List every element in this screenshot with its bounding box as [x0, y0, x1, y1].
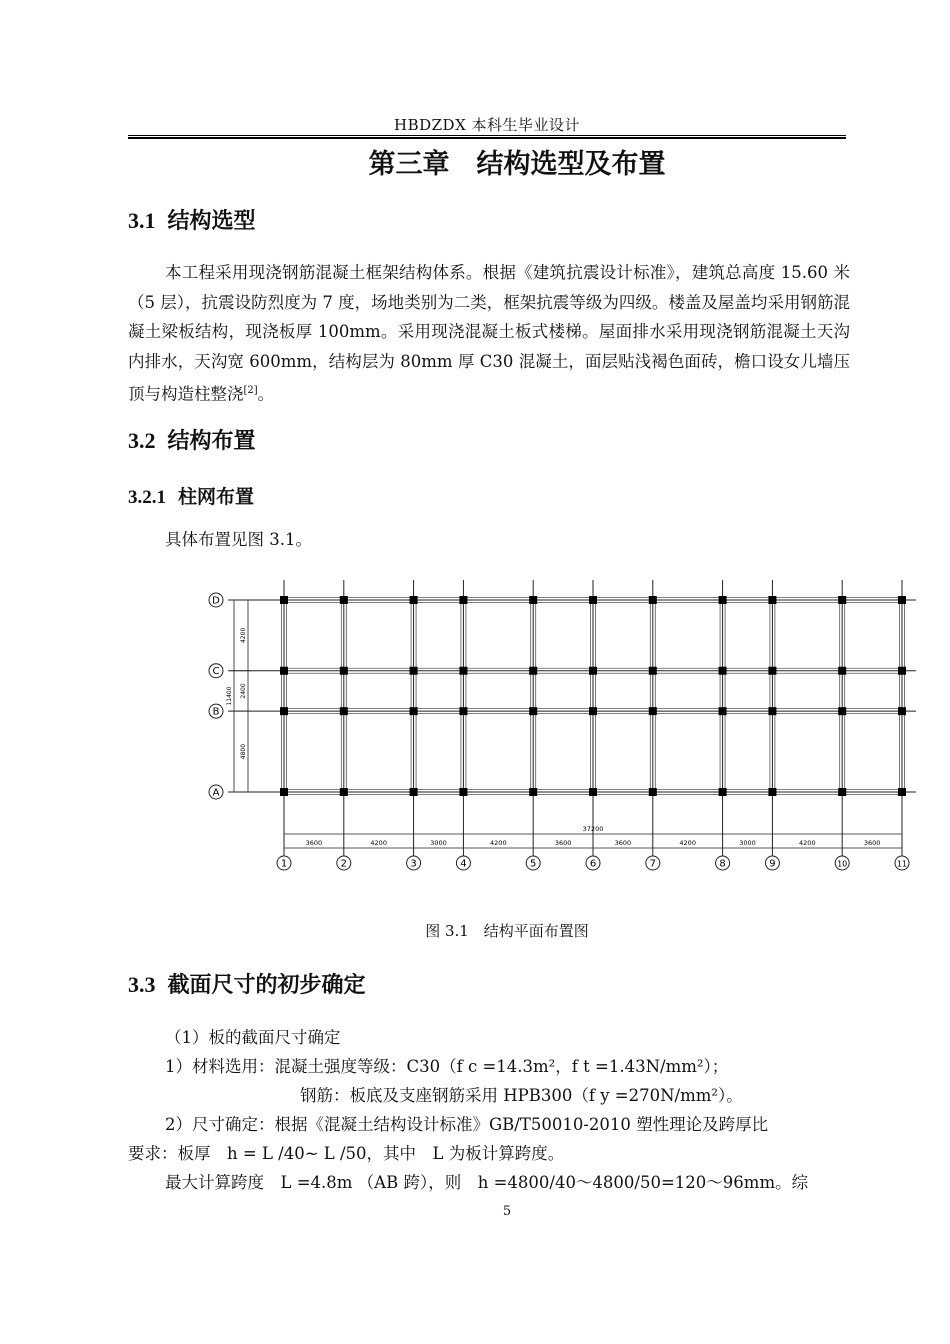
column — [649, 707, 657, 715]
page-header: HBDZDX 本科生毕业设计 — [393, 116, 581, 134]
text-line: 钢筋：板底及支座钢筋采用 HPB300（f y =270N/mm²）。 — [300, 1086, 743, 1105]
dimension-label: 3000 — [739, 839, 756, 847]
column — [529, 788, 537, 796]
text-line: 要求：板厚 h = L /40~ L /50，其中 L 为板计算跨度。 — [128, 1144, 565, 1163]
column — [589, 788, 597, 796]
column — [459, 707, 467, 715]
dimension-label: 4200 — [679, 839, 696, 847]
section-3-3-heading — [128, 968, 366, 999]
dimension-label: 4800 — [240, 743, 247, 760]
column — [340, 667, 348, 675]
axis-label: 7 — [649, 858, 656, 870]
header-rule-thick — [128, 137, 846, 139]
column — [719, 707, 727, 715]
column — [649, 596, 657, 604]
citation: [2] — [243, 385, 258, 396]
column — [838, 788, 846, 796]
dimension-label: 4200 — [799, 839, 816, 847]
column — [649, 788, 657, 796]
column — [280, 788, 288, 796]
column — [898, 596, 906, 604]
page-number: 5 — [502, 1204, 512, 1219]
column — [529, 707, 537, 715]
chapter-title: 第三章 结构选型及布置 — [368, 149, 666, 180]
axis-label: 4 — [460, 858, 467, 870]
axis-label: 8 — [719, 858, 726, 870]
column — [768, 667, 776, 675]
section-title: 结构选型 — [167, 209, 256, 234]
axis-label: 9 — [769, 858, 776, 870]
column — [410, 707, 418, 715]
column — [898, 667, 906, 675]
column — [340, 788, 348, 796]
column — [410, 788, 418, 796]
column — [529, 596, 537, 604]
paragraph-text: 本工程采用现浇钢筋混凝土框架结构体系。根据《建筑抗震设计标准》，建筑总高度 15.60 米（5 层），抗震设防烈度为 7 度，场地类别为二类，框架抗震等级为四级。楼盖及屋盖均采用钢筋混凝土梁板结构，现浇板厚 100mm。采用现浇混凝土板式楼梯。屋面排水采用现浇钢筋混凝土天沟内排水，天沟宽 600mm，结构层为 80mm 厚 C30 混凝土，面层贴浅褐色面砖，檐口设女儿墙压顶与构造柱整浇 — [128, 263, 850, 404]
dimension-label: 3600 — [614, 839, 632, 847]
column — [838, 596, 846, 604]
column — [768, 707, 776, 715]
axis-label: 1 — [280, 858, 288, 870]
axis-label: A — [212, 787, 220, 799]
dimension-label: 3000 — [430, 839, 447, 847]
dimension-label: 2400 — [240, 683, 247, 699]
column — [719, 788, 727, 796]
section-number: 3.1 — [128, 208, 156, 233]
axis-label: B — [212, 706, 220, 718]
dimension-label: 4200 — [490, 839, 507, 847]
axis-label: 11 — [896, 859, 908, 869]
text-line: 1）材料选用：混凝土强度等级：C30（f c =14.3m²，f t =1.43N/mm²）； — [165, 1057, 729, 1076]
column — [719, 596, 727, 604]
section-number: 3.2 — [128, 428, 156, 453]
column — [340, 707, 348, 715]
section-number: 3.3 — [128, 972, 156, 997]
structural-plan-figure — [200, 578, 928, 878]
figure-reference-text: 具体布置见图 3.1。 — [165, 530, 312, 549]
axis-label: 10 — [837, 859, 848, 869]
column — [589, 707, 597, 715]
dimension-label: 3600 — [554, 839, 572, 847]
text-line: 2）尺寸确定：根据《混凝土结构设计标准》GB/T50010-2010 塑性理论及跨厚比 — [165, 1115, 769, 1134]
column — [589, 667, 597, 675]
axis-label: 3 — [410, 858, 417, 870]
section-3-1-paragraph — [128, 258, 850, 409]
column — [410, 596, 418, 604]
axis-label: 5 — [530, 858, 537, 870]
dimension-label: 37200 — [582, 825, 604, 833]
section-3-2-1-heading — [128, 482, 254, 509]
subsection-number: 3.2.1 — [128, 487, 166, 508]
plan-drawing — [200, 578, 928, 878]
column — [280, 707, 288, 715]
dimension-label: 4200 — [370, 839, 387, 847]
column — [459, 667, 467, 675]
column — [280, 667, 288, 675]
column — [719, 667, 727, 675]
column — [459, 596, 467, 604]
column — [280, 596, 288, 604]
axis-label: C — [212, 666, 220, 678]
dimension-label: 3600 — [863, 839, 881, 847]
figure-caption: 图 3.1 结构平面布置图 — [425, 922, 589, 940]
dimension-label: 4200 — [240, 627, 247, 644]
column — [340, 596, 348, 604]
text-line: 最大计算跨度 L =4.8m （AB 跨），则 h =4800/40～4800/50=120～96mm。综 — [165, 1173, 809, 1192]
header-rule — [128, 135, 846, 136]
column — [589, 596, 597, 604]
section-title: 截面尺寸的初步确定 — [167, 973, 366, 998]
column — [410, 667, 418, 675]
paragraph-end: 。 — [257, 384, 275, 404]
axis-label: 2 — [340, 858, 347, 870]
section-3-2-heading — [128, 424, 256, 455]
dimension-label: 3600 — [305, 839, 323, 847]
subsection-title: 柱网布置 — [178, 486, 255, 508]
column — [768, 596, 776, 604]
dimension-label: 11400 — [226, 686, 233, 706]
column — [768, 788, 776, 796]
section-title: 结构布置 — [167, 429, 256, 454]
column — [649, 667, 657, 675]
axis-label: 6 — [589, 858, 597, 870]
column — [529, 667, 537, 675]
column — [838, 707, 846, 715]
column — [898, 707, 906, 715]
column — [898, 788, 906, 796]
column — [459, 788, 467, 796]
column — [838, 667, 846, 675]
section-3-1-heading — [128, 204, 256, 235]
axis-label: D — [212, 595, 220, 607]
text-line: （1）板的截面尺寸确定 — [165, 1028, 341, 1047]
